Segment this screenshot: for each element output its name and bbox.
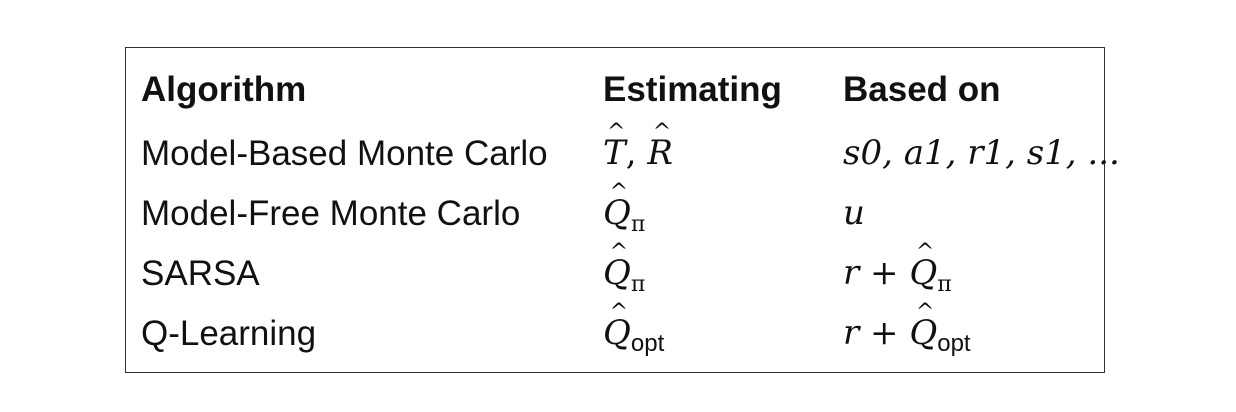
row-1-based-on-text: s0, a1, r1, s1, ... [843, 133, 1120, 173]
row-4-algorithm: Q-Learning [141, 314, 317, 353]
row-2-algorithm: Model-Free Monte Carlo [141, 194, 521, 233]
row-3-estimating: ^ $Q_\pi$ [603, 256, 645, 290]
row-3-based-on: r + ^ $Q_\pi$ [843, 256, 952, 290]
header-based-on: Based on [843, 70, 1001, 109]
header-estimating: Estimating [603, 70, 782, 109]
row-1-estimating-t: ^ T [603, 136, 626, 170]
row-2-estimating: ^ $Q_\pi$ [603, 196, 645, 230]
header-algorithm: Algorithm [141, 70, 307, 109]
row-1-estimating: ^ T, ^ R [603, 136, 673, 170]
row-4-estimating: ^ $Q_{opt}$ [603, 316, 664, 350]
row-1-algorithm: Model-Based Monte Carlo [141, 134, 548, 173]
row-3-algorithm: SARSA [141, 254, 260, 293]
row-1-based-on [843, 133, 1120, 173]
row-4-based-on: r + ^ $Q_{opt}$ [843, 316, 971, 350]
row-2-based-on: u [843, 193, 865, 233]
row-1-estimating-r: ^ R [647, 136, 673, 170]
